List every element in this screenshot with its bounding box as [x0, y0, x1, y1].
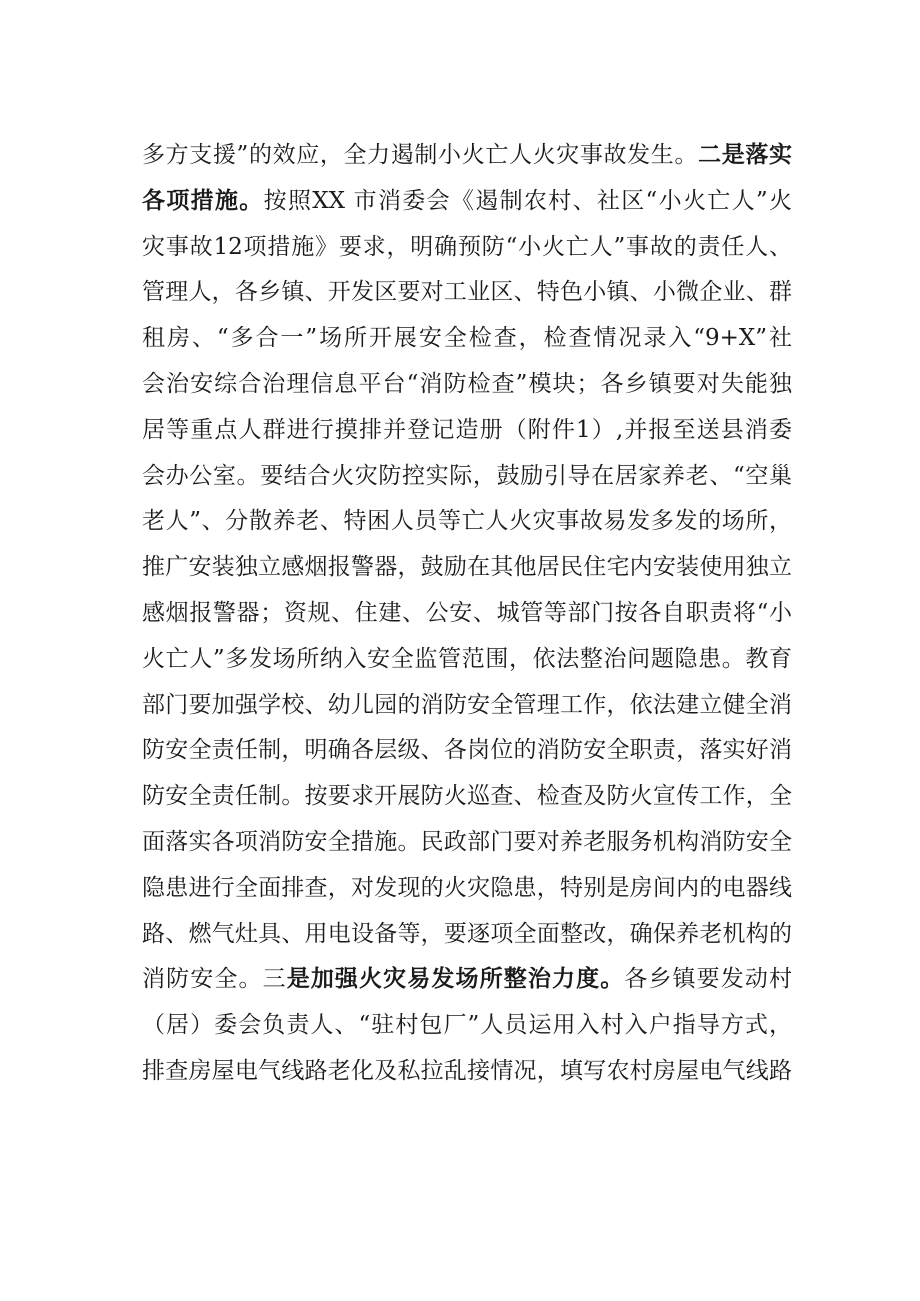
text-line [142, 133, 792, 179]
text-line [142, 362, 792, 408]
body-paragraph [142, 133, 792, 1095]
text-line [142, 316, 792, 362]
text-line [142, 1049, 792, 1095]
text-line [142, 957, 792, 1003]
bold-heading-text: 二是落实 [698, 142, 792, 168]
body-text: 多方支援”的效应，全力遏制小火亡人火灾事故发生。 [142, 142, 699, 168]
body-text: 防安全责任制。按要求开展防火巡查、检查及防火宣传工作，全 [142, 783, 792, 810]
text-line [142, 866, 792, 912]
body-text: 按照XX 市消委会《遏制农村、社区“小火亡人”火 [263, 187, 792, 214]
body-text: 推广安装独立感烟报警器，鼓励在其他居民住宅内安装使用独立 [142, 554, 792, 581]
bold-heading-text: 各项措施。 [142, 187, 264, 214]
text-line [142, 408, 792, 454]
text-line [142, 1003, 792, 1049]
body-text: 灾事故12项措施》要求，明确预防“小火亡人”事故的责任人、 [142, 233, 792, 260]
body-text: 老人”、分散养老、特困人员等亡人火灾事故易发多发的场所， [142, 508, 792, 535]
body-text: 居等重点人群进行摸排并登记造册（附件1）,并报至送县消委 [142, 416, 792, 443]
body-text: 会治安综合治理信息平台“消防检查”模块；各乡镇要对失能独 [142, 370, 792, 397]
text-line [142, 225, 792, 271]
body-text: （居）委会负责人、“驻村包厂”人员运用入村入户指导方式， [142, 1012, 792, 1039]
body-text: 租房、“多合一”场所开展安全检查，检查情况录入“9+X”社 [142, 325, 792, 352]
text-line [142, 179, 792, 225]
text-line [142, 912, 792, 958]
text-line [142, 545, 792, 591]
text-line [142, 499, 792, 545]
body-text: 管理人，各乡镇、开发区要对工业区、特色小镇、小微企业、群 [142, 279, 792, 306]
text-line [142, 270, 792, 316]
text-line [142, 454, 792, 500]
text-line [142, 774, 792, 820]
body-text: 排查房屋电气线路老化及私拉乱接情况，填写农村房屋电气线路 [142, 1057, 792, 1084]
bold-heading-text: 是加强火灾易发场所整治力度。 [286, 966, 625, 993]
body-text: 各乡镇要发动村 [624, 966, 792, 993]
text-line [142, 591, 792, 637]
text-line [142, 683, 792, 729]
body-text: 防安全责任制，明确各层级、各岗位的消防安全职责，落实好消 [142, 737, 792, 764]
text-line [142, 820, 792, 866]
body-text: 感烟报警器；资规、住建、公安、城管等部门按各自职责将“小 [142, 599, 792, 626]
body-text: 面落实各项消防安全措施。民政部门要对养老服务机构消防安全 [142, 828, 792, 855]
body-text: 火亡人”多发场所纳入安全监管范围，依法整治问题隐患。教育 [142, 645, 792, 672]
text-line [142, 637, 792, 683]
text-line [142, 728, 792, 774]
body-text: 会办公室。要结合火灾防控实际，鼓励引导在居家养老、“空巢 [142, 462, 792, 489]
body-text: 部门要加强学校、幼儿园的消防安全管理工作，依法建立健全消 [142, 691, 792, 718]
body-text: 隐患进行全面排查，对发现的火灾隐患，特别是房间内的电器线 [142, 874, 792, 901]
body-text: 消防安全。三 [142, 966, 287, 993]
body-text: 路、燃气灶具、用电设备等，要逐项全面整改，确保养老机构的 [142, 920, 792, 947]
